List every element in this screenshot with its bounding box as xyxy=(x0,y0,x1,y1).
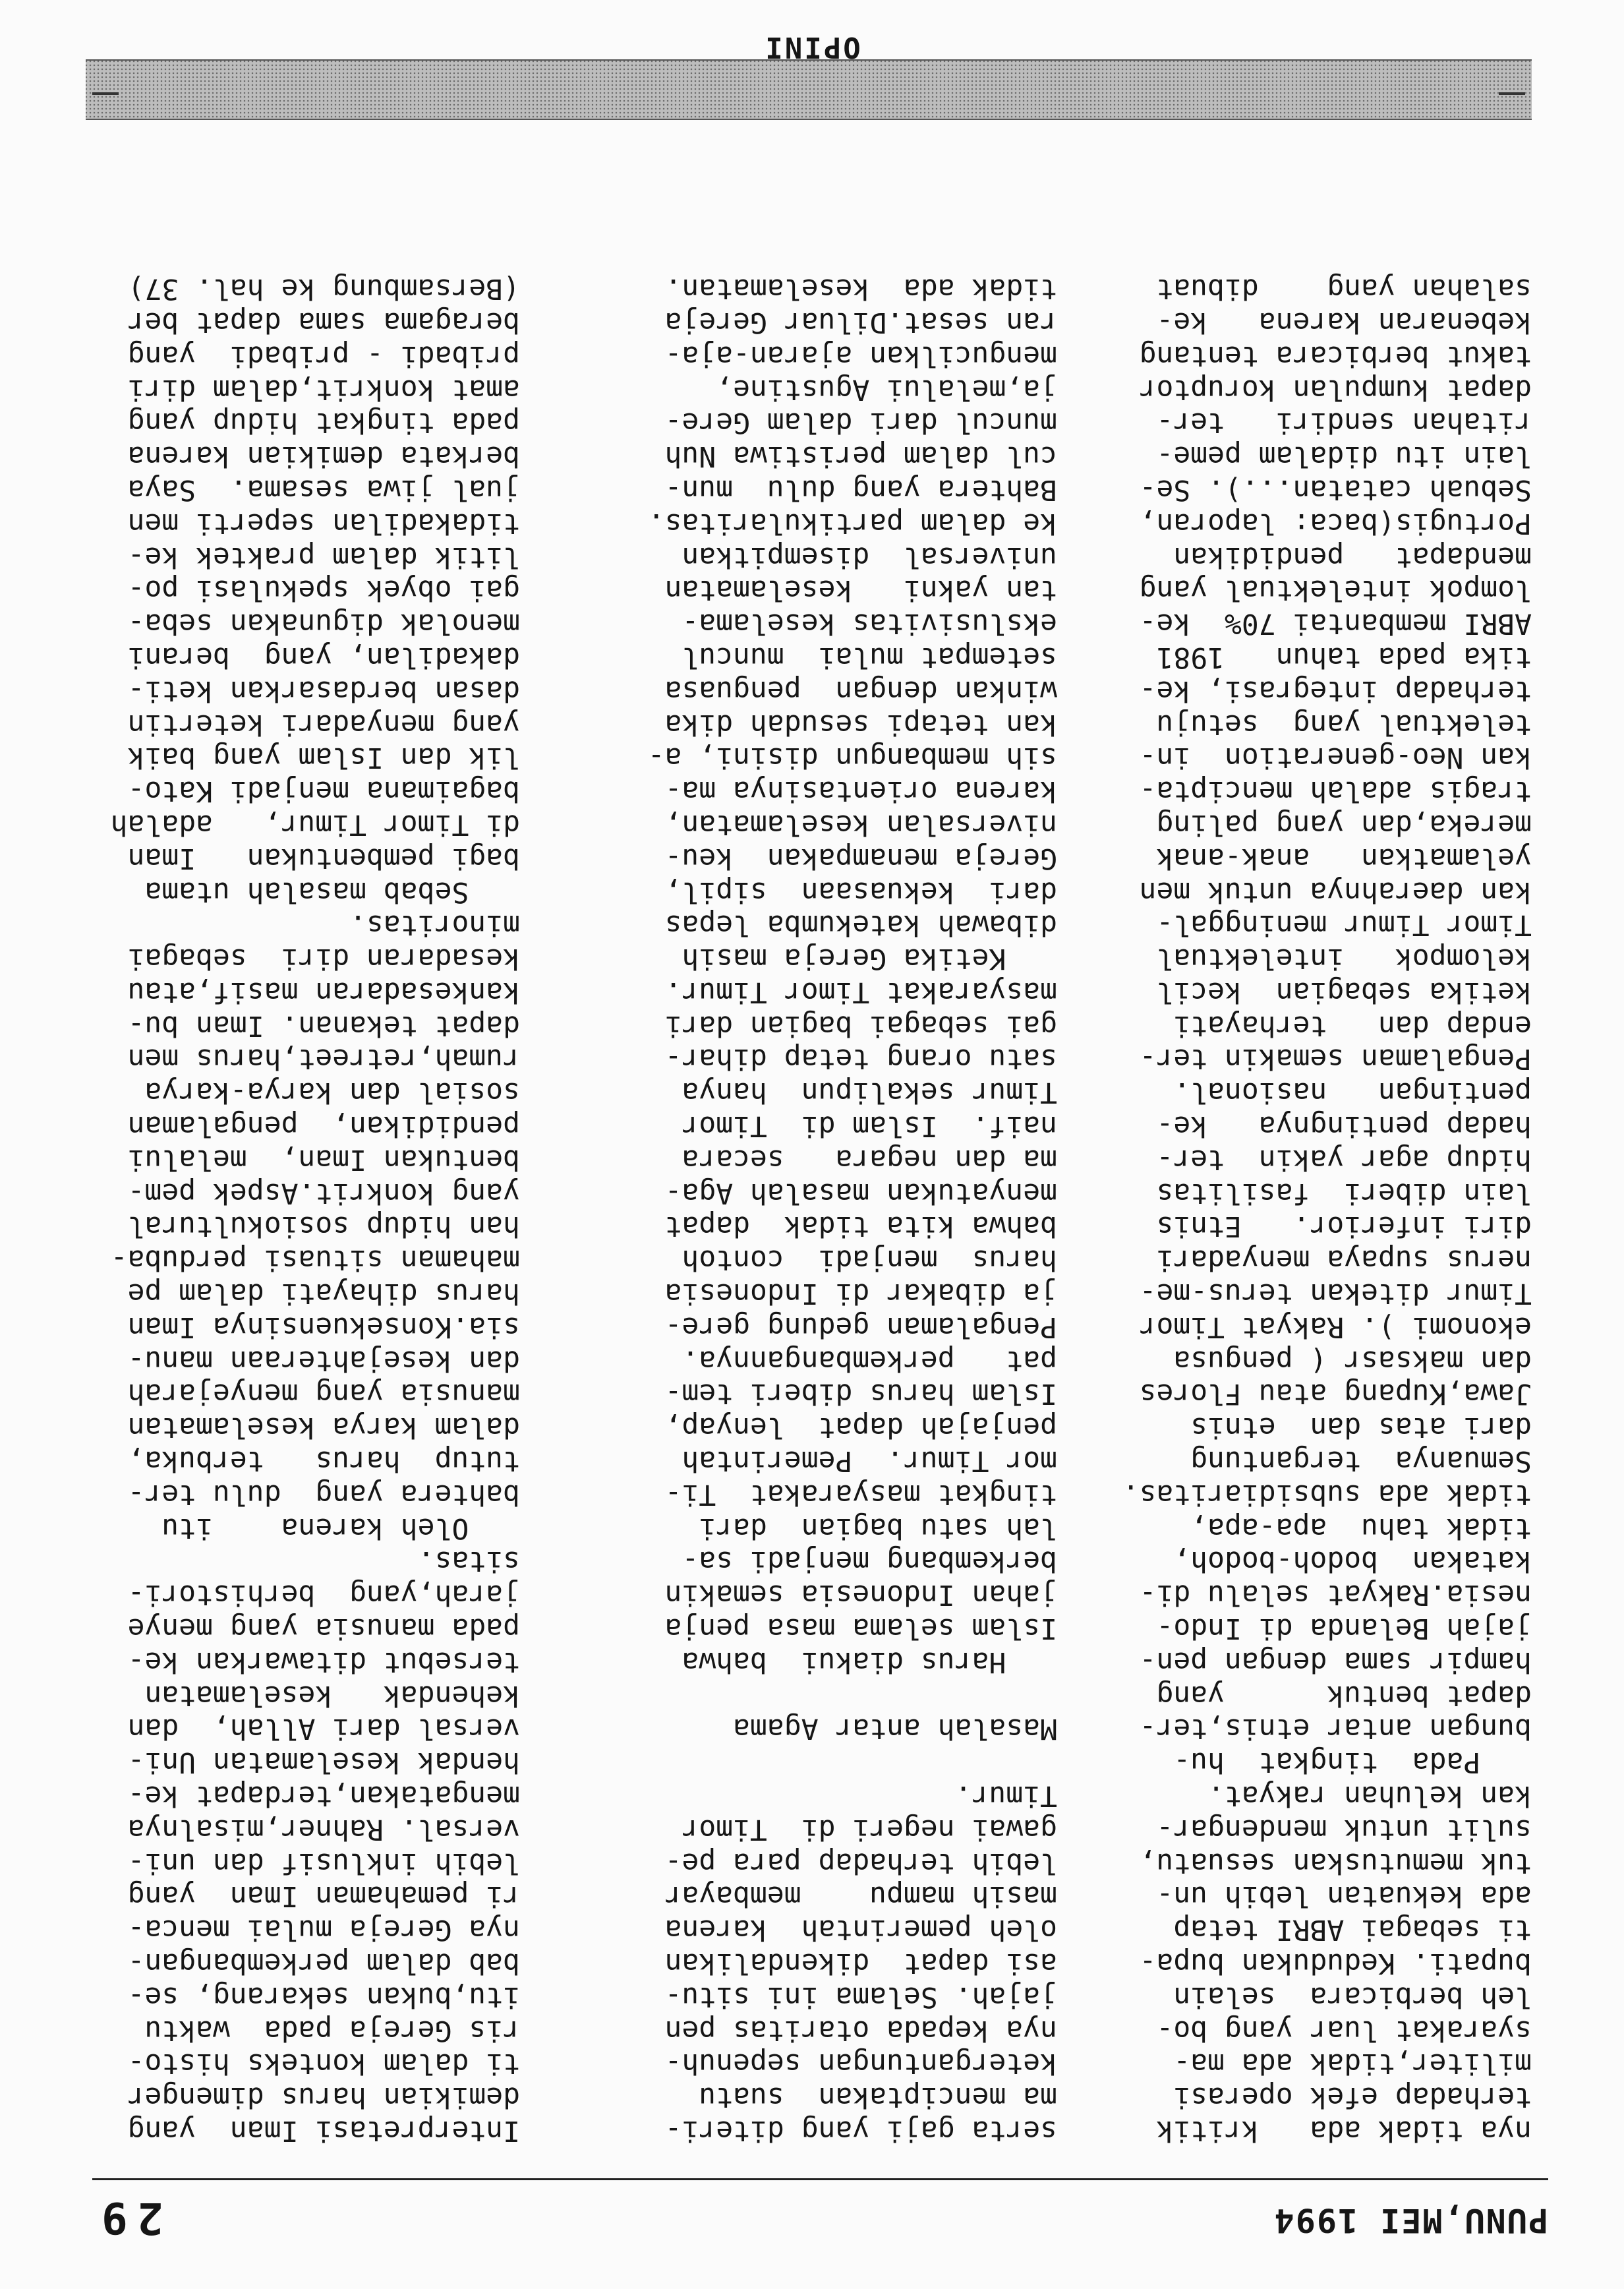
text-line: terhadap efek operasi xyxy=(1173,2081,1532,2114)
text-line: amat konkrit,dalam diri xyxy=(127,372,520,406)
text-line: Pengalaman semakin ter- xyxy=(1139,1042,1532,1076)
text-line: tingkat masyarakat Ti- xyxy=(664,1477,1057,1511)
text-line: berkembang menjadi sa- xyxy=(682,1545,1057,1578)
text-line: mereka,dan yang paling xyxy=(1156,808,1532,841)
text-line: jahan Indonesia semakin xyxy=(664,1578,1057,1612)
text-line: Interpretasi Iman yang xyxy=(127,2114,520,2147)
text-line: pada tingkat hidup yang xyxy=(127,406,520,440)
text-line: Bahtera yang dulu mun- xyxy=(664,473,1057,506)
text-line: kelompok intelektual xyxy=(1156,942,1532,976)
text-line xyxy=(583,1679,1057,1712)
text-line: Pengalaman gedung gere- xyxy=(664,1310,1057,1344)
text-line: Gereja menampakan keu- xyxy=(664,841,1057,875)
text-line: rumah,retreet,harus men xyxy=(127,1042,520,1076)
text-line: lah satu bagian dari xyxy=(699,1511,1057,1545)
text-line: katakan bodoh-bodoh, xyxy=(1173,1545,1532,1578)
text-line: jarah,yang berhistori- xyxy=(127,1578,520,1612)
text-line: pada manusia yang menye xyxy=(127,1612,520,1646)
text-line: ja,melalui Agustine, xyxy=(716,372,1057,406)
text-line: tidakadilan seperti men xyxy=(127,506,520,540)
text-line: hidup agar yakin ter- xyxy=(1156,1143,1532,1176)
text-line: militer,tidak ada ma- xyxy=(1173,2047,1532,2081)
text-line: nya Gereja mulai menca- xyxy=(127,1913,520,1947)
text-line: tersebut ditawarkan ke- xyxy=(127,1645,520,1679)
text-line: jual jiwa sesama. Saya xyxy=(127,473,520,506)
text-line: dari kekuasaan sipil, xyxy=(664,875,1057,908)
page-header xyxy=(92,2178,1548,2244)
text-line: sosial dan karya-karya xyxy=(144,1076,520,1110)
text-line: gai obyek spekulasi po- xyxy=(127,574,520,607)
text-line: ekslusivitas keselama- xyxy=(682,607,1057,641)
text-line: mor Timur. Pemerintah xyxy=(682,1444,1057,1478)
text-line: di Timor Timur, adalah xyxy=(110,808,520,841)
text-line: setempat mulai muncul xyxy=(682,640,1057,674)
text-line: bab dalam perkembangan- xyxy=(127,1947,520,1980)
text-line: tidak tahu apa-apa, xyxy=(1190,1511,1532,1545)
text-line: serta gaji yang diteri- xyxy=(664,2114,1057,2147)
text-line: endap dan terhayati xyxy=(1173,1009,1532,1042)
text-line: ada kekuatan lebih un- xyxy=(1156,1880,1532,1913)
text-line: niversalan keselamatan, xyxy=(664,808,1057,841)
text-line: yang menyadari ketertin xyxy=(127,707,520,741)
text-line: bentukan Iman, melalui xyxy=(127,1143,520,1176)
text-line: ke dalam partikularitas. xyxy=(647,506,1057,540)
text-line: minoritas. xyxy=(349,908,520,942)
publication-date: PUNU,MEI 1994 xyxy=(1273,2201,1548,2240)
text-line: ti sebagai ABRI tetap xyxy=(1173,1913,1532,1947)
text-line: terhadap integrasi, ke- xyxy=(1139,674,1532,707)
text-line: kan keluhan rakyat. xyxy=(1207,1779,1532,1813)
text-line: dibawah katekumba lepas xyxy=(664,908,1057,942)
section-band xyxy=(86,59,1532,120)
text-line: yang konkrit.Aspek pem- xyxy=(127,1176,520,1210)
text-line: bahtera yang dulu ter- xyxy=(127,1477,520,1511)
text-line: lik dan Islam yang baik xyxy=(127,741,520,775)
text-line: (Bersambung ke hal. 37) xyxy=(127,272,520,306)
text-line: ri pemahaman Iman yang xyxy=(127,1880,520,1913)
text-line: kankesadaran masif,atau xyxy=(127,975,520,1009)
text-line: leh berbicara selain xyxy=(1173,1980,1532,2013)
text-line: dan maksasr ( pengusa xyxy=(1173,1344,1532,1377)
text-line: lain diberi fasilitas xyxy=(1156,1176,1532,1210)
text-line: lain itu didalam peme- xyxy=(1156,440,1532,473)
text-line: Sebab masalah utama xyxy=(144,875,520,908)
text-line: nya tidak ada kritik xyxy=(1156,2114,1532,2147)
text-line: muncul dari dalam Gere- xyxy=(664,406,1057,440)
text-line: berkata demikian karena xyxy=(127,440,520,473)
text-line: satu orang tetap dihar- xyxy=(664,1042,1057,1076)
text-line: pribadi - pribadi yang xyxy=(127,339,520,372)
text-line: bagaimana menjadi Kato- xyxy=(127,775,520,808)
text-line: nesia.Rakyat selalu di- xyxy=(1139,1578,1532,1612)
text-line: ekonomi ). Rakyat Timor xyxy=(1139,1310,1532,1344)
text-line: lebih inklusif dan uni- xyxy=(127,1846,520,1880)
text-line: dapat bentuk yang xyxy=(1156,1679,1532,1712)
text-line: nya kepada otaritas pen xyxy=(664,2013,1057,2047)
text-line: dari atas dan etnis xyxy=(1190,1411,1532,1444)
page-number: 29 xyxy=(92,2193,163,2244)
text-line: itu,bukan sekarang, se- xyxy=(127,1980,520,2013)
text-line: telektual yang setuju xyxy=(1156,707,1532,741)
text-line: tika pada tahun 1981 xyxy=(1156,640,1532,674)
text-line: dakadilan, yang berani xyxy=(127,640,520,674)
text-line: naif. Islam di Timor xyxy=(682,1110,1057,1143)
text-line: syarakat luar yang bo- xyxy=(1156,2013,1532,2047)
text-line: tutup harus terbuka, xyxy=(127,1444,520,1478)
text-line: sia.Konsekuensinya Iman xyxy=(127,1310,520,1344)
text-line: ketika sebagian kecil xyxy=(1156,975,1532,1009)
text-line: hendak keselamatan Uni- xyxy=(127,1746,520,1779)
text-line: dasan berdasarkan keti- xyxy=(127,674,520,707)
text-line: karena orientasinya ma- xyxy=(664,775,1057,808)
text-line: winkan dengan penguasa xyxy=(664,674,1057,707)
text-line: sitas. xyxy=(417,1545,520,1578)
text-line: ti dalam konteks histo- xyxy=(127,2047,520,2081)
text-line: mengucilkan ajaran-aja- xyxy=(664,339,1057,372)
text-line: yelamatkan anak-anak xyxy=(1156,841,1532,875)
text-line: Timur ditekan terus-me- xyxy=(1139,1277,1532,1311)
text-column-1 xyxy=(1057,163,1532,2147)
text-line: ran sesat.Diluar Gereja xyxy=(664,305,1057,339)
text-column-3 xyxy=(45,163,520,2147)
text-line: mahaman situasi perduba- xyxy=(110,1243,520,1277)
band-mark-left xyxy=(1499,92,1525,95)
text-line: masyarakat Timor Timur. xyxy=(664,975,1057,1009)
text-line: kehendak keselamatan xyxy=(144,1679,520,1712)
text-line: ma menciptakan suatu xyxy=(699,2081,1057,2114)
text-line: pentingan nasional. xyxy=(1173,1076,1532,1110)
text-line: tan yakni keselamatan xyxy=(664,574,1057,607)
text-line: lebih terhadap para pe- xyxy=(664,1846,1057,1880)
text-line: Timur. xyxy=(954,1779,1057,1813)
text-line: diri inferior. Etnis xyxy=(1156,1210,1532,1243)
text-line: kan daerahnya untuk men xyxy=(1139,875,1532,908)
text-line: Islam harus diberi tem- xyxy=(664,1377,1057,1411)
text-line: Masalah antar Agama xyxy=(733,1712,1057,1746)
text-line: takut berbicara tentang xyxy=(1139,339,1532,372)
text-line: bagi pembentukan Iman xyxy=(127,841,520,875)
text-line: kan tetapi sesudah dika xyxy=(664,707,1057,741)
text-line: salahan yang dibuat xyxy=(1156,272,1532,306)
text-line: cul dalam peristiwa Nuh xyxy=(664,440,1057,473)
text-line: harus menjadi contoh xyxy=(682,1243,1057,1277)
text-line: Harus diakui bahwa xyxy=(682,1645,1057,1679)
text-line: asi dapat dikendalikan xyxy=(664,1947,1057,1980)
text-line: demikian harus dimenger xyxy=(127,2081,520,2114)
text-line: Portugis(baca: laporan, xyxy=(1139,506,1532,540)
text-line: gawai negeri di Timor xyxy=(682,1812,1057,1846)
text-line: jajah Belanda di Indo- xyxy=(1156,1612,1532,1646)
text-line: oleh pemerintah karena xyxy=(664,1913,1057,1947)
text-line: nerus supaya menyadari xyxy=(1156,1243,1532,1277)
text-line: kebenaran karena ke- xyxy=(1156,305,1532,339)
text-line: Sebuah catatan...). Se- xyxy=(1139,473,1532,506)
text-line: gai sebagai bagian dari xyxy=(664,1009,1057,1042)
text-line: Oleh karena itu xyxy=(161,1511,520,1545)
text-line: dan kesejahteraan manu- xyxy=(127,1344,520,1377)
text-line: Islam selama masa penja xyxy=(664,1612,1057,1646)
text-line: sulit untuk mendengar- xyxy=(1156,1812,1532,1846)
text-line: ris Gereja pada waktu xyxy=(144,2013,520,2047)
text-column-2 xyxy=(583,163,1057,2147)
text-line: ABRI membantai 70% ke- xyxy=(1139,607,1532,641)
text-line: tuk memutuskan sesuatu, xyxy=(1139,1846,1532,1880)
text-line: mengatakan,terdapat ke- xyxy=(127,1779,520,1813)
text-line: mendapat pendidikan xyxy=(1173,540,1532,574)
text-line: masih mampu membayar xyxy=(664,1880,1057,1913)
text-line: versal dari Allah, dan xyxy=(127,1712,520,1746)
text-line: han hidup sosiokultural xyxy=(127,1210,520,1243)
text-line: tidak ada keselamatan. xyxy=(664,272,1057,306)
text-line: beragama sama dapat ber xyxy=(127,305,520,339)
text-line: dapat tekanan. Iman bu- xyxy=(127,1009,520,1042)
section-label: OPINI xyxy=(763,30,861,64)
text-line: sih membangun disini, a- xyxy=(647,741,1057,775)
text-line: bungan antar etnis,ter- xyxy=(1139,1712,1532,1746)
text-line: tidak ada subsidiaritas. xyxy=(1122,1477,1532,1511)
text-line: kesadaran diri sebagai xyxy=(127,942,520,976)
text-line: menolak digunakan seba- xyxy=(127,607,520,641)
text-line: dapat kumpulan koruptor xyxy=(1139,372,1532,406)
text-line: Timur sekalipun hanya xyxy=(682,1076,1057,1110)
text-line: kan Neo-generation in- xyxy=(1139,741,1532,775)
text-line: ketergantungan sepenuh- xyxy=(664,2047,1057,2081)
text-line: ma dan negara secara xyxy=(682,1143,1057,1176)
text-line: Timor Timur meninggal- xyxy=(1156,908,1532,942)
text-line: pat perkembangannya. xyxy=(682,1344,1057,1377)
text-line: litik dalam praktek ke- xyxy=(127,540,520,574)
text-line: versal. Rahner,misalnya xyxy=(127,1812,520,1846)
text-line: ja dibakar di Indonesia xyxy=(664,1277,1057,1311)
text-line: menyatukan masalah Aga- xyxy=(664,1176,1057,1210)
band-mark-right xyxy=(92,92,119,95)
text-line: penjajah dapat lenyap, xyxy=(664,1411,1057,1444)
text-line: Jawa,Kupang atau Flores xyxy=(1139,1377,1532,1411)
text-line: hadap pentingnya ke- xyxy=(1156,1110,1532,1143)
text-line xyxy=(583,1745,1057,1779)
text-line: Ketika Gereja masih xyxy=(682,942,1057,976)
text-line: tragis adalah mencipta- xyxy=(1139,775,1532,808)
text-line: bahwa kita tidak dapat xyxy=(664,1210,1057,1243)
text-line: jajah. Selama ini situ- xyxy=(664,1980,1057,2013)
text-line: Pada tingkat hu- xyxy=(1173,1746,1532,1779)
text-line: pendidikan, pengalaman xyxy=(127,1110,520,1143)
text-line: hampir sama dengan pen- xyxy=(1139,1645,1532,1679)
text-line: Semuanya tergantung xyxy=(1190,1444,1532,1478)
text-line: bupati. Kedudukan bupa- xyxy=(1139,1947,1532,1980)
text-line: dalam karya keselamatan xyxy=(127,1411,520,1444)
text-line: harus dihayati dalam pe xyxy=(127,1277,520,1311)
text-line: manusia yang menyejarah xyxy=(127,1377,520,1411)
text-line: universal disempitkan xyxy=(682,540,1057,574)
text-line: lompok intelektual yang xyxy=(1139,574,1532,607)
text-line: ritahan sendiri ter- xyxy=(1156,406,1532,440)
